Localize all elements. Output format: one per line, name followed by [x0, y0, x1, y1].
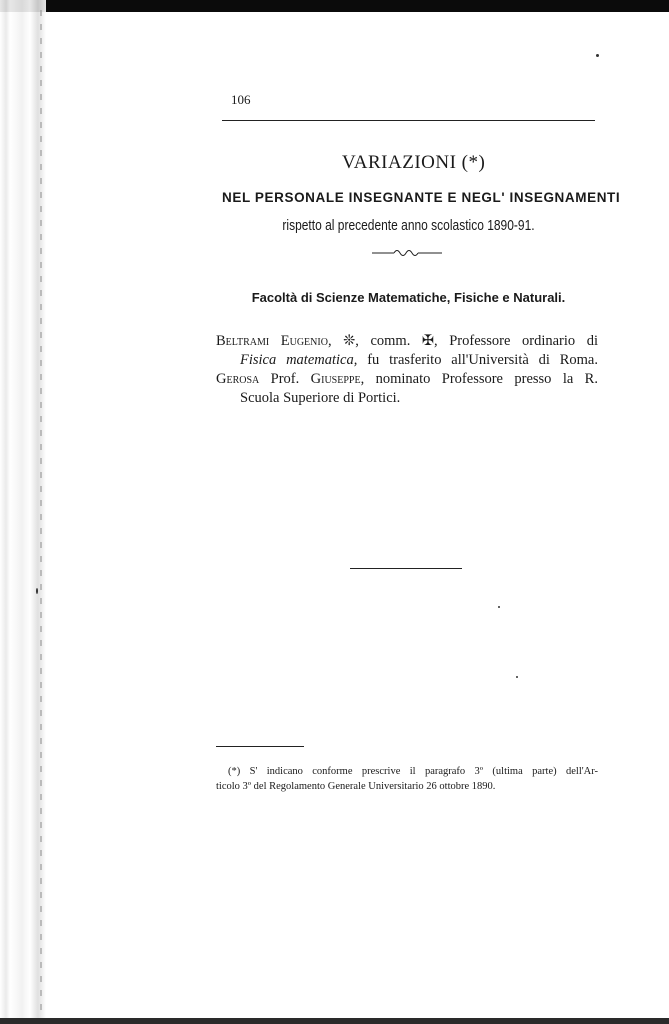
subtitle-year: rispetto al precedente anno scolastico 1890-91.	[282, 217, 535, 234]
footnote-rule	[216, 746, 304, 747]
entry-name: Beltrami Eugenio	[216, 333, 328, 349]
entry-beltrami	[216, 332, 598, 370]
scan-speck	[516, 676, 518, 678]
scan-speck	[36, 588, 38, 594]
footnote-line2: ticolo 3º del Regolamento Generale Universitario 26 ottobre 1890.	[216, 781, 496, 792]
entry-subject: Fisica matematica,	[240, 352, 358, 368]
subtitle: NEL PERSONALE INSEGNANTE E NEGL' INSEGNAMENTI	[222, 190, 621, 205]
faculty-heading: Facoltà di Scienze Matematiche, Fisiche e Naturali.	[251, 290, 566, 305]
scan-binding-line	[40, 10, 42, 1020]
footnote	[216, 764, 598, 794]
entry-gerosa-line1: Gerosa Prof. Giuseppe, nominato Professore presso la R.	[216, 371, 598, 387]
entry-beltrami-line1: Beltrami Eugenio, ❊, comm. ✠, Professore ordinario di	[216, 333, 598, 349]
scan-edge-bottom	[0, 1018, 669, 1024]
scan-speck	[498, 606, 500, 608]
scan-speck	[596, 54, 599, 57]
entry-beltrami-line2: Fisica matematica, fu trasferito all'Università di Roma.	[240, 352, 598, 368]
entry-gerosa	[216, 370, 598, 408]
scan-edge-top	[0, 0, 669, 12]
entry-surname: Gerosa	[216, 371, 260, 387]
header-rule	[222, 120, 595, 121]
section-end-rule	[350, 568, 462, 569]
page-title: VARIAZIONI (*)	[342, 152, 486, 173]
entry-given-name: Giuseppe	[310, 371, 361, 387]
page-number: 106	[231, 92, 251, 107]
wave-ornament-icon	[372, 244, 442, 258]
entry-gerosa-line2: Scuola Superiore di Portici.	[240, 390, 401, 406]
footnote-line1: (*) S' indicano conforme prescrive il paragrafo 3º (ultima parte) dell'Ar-	[228, 766, 598, 777]
